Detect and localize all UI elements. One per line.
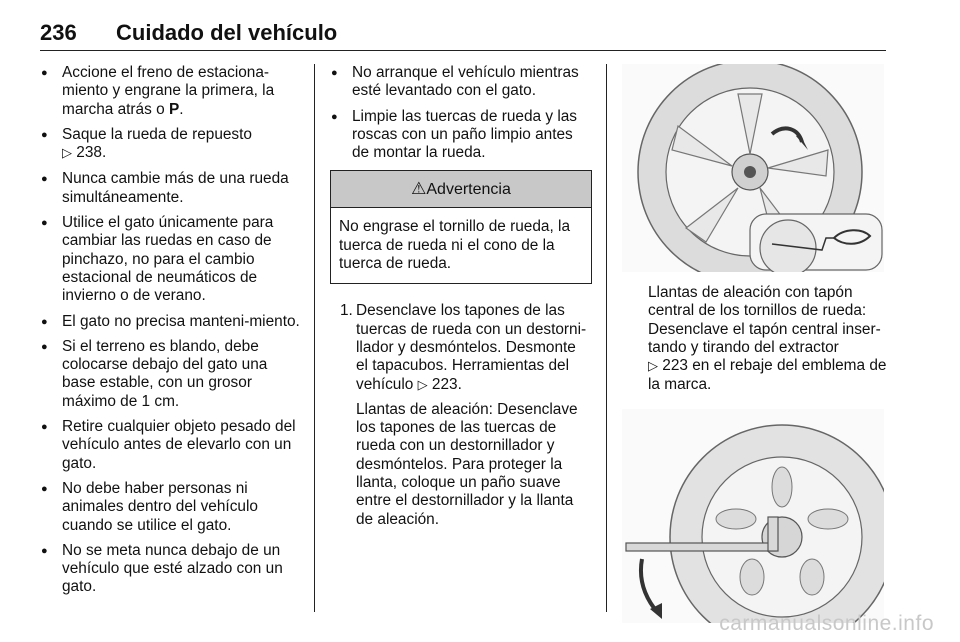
- warning-body: No engrase el tornillo de rueda, la tuerca de rueda ni el cono de la tuerca de rueda.: [339, 218, 571, 273]
- list-item: ● Si el terreno es blando, debe colocarse debajo del gato una base estable, con un grosor máximo de 1 cm.: [40, 338, 302, 411]
- figure-alloy-wheel-cap: [622, 64, 884, 272]
- list-item: ● Limpie las tuercas de rueda y las roscas con un paño limpio antes de montar la rueda.: [330, 108, 592, 163]
- list-item: ● Retire cualquier objeto pesado del vehículo antes de elevarlo con un gato.: [40, 418, 302, 473]
- list-item: ● Accione el freno de estaciona-miento y engrane la primera, la marcha atrás o P.: [40, 64, 302, 119]
- ref-arrow-icon: ▷: [417, 377, 428, 393]
- watermark: carmanualsonline.info: [719, 612, 934, 635]
- hubcap-illustration: [622, 409, 884, 623]
- chapter-title: Cuidado del vehículo: [116, 20, 338, 45]
- page-header: [40, 16, 886, 51]
- list-item: ● Nunca cambie más de una rueda simultáneamente.: [40, 170, 302, 207]
- ref-arrow-icon: ▷: [648, 359, 658, 375]
- step-item: 1. Desenclave los tapones de las tuercas de rueda con un destorni-llador y desmóntelos. Desmonte el tapacubos. Herramientas del vehículo ▷ 223. Llantas de aleación: Desenclave los tapones de las tuercas de rueda con un destornillador y desmóntelos. Para proteger la llanta, coloque un paño suave entre el destornillador y la llanta de aleación.: [340, 302, 587, 528]
- ref-arrow-icon: ▷: [62, 146, 72, 162]
- step-list: [330, 302, 592, 529]
- list-item: ● No arranque el vehículo mientras esté levantado con el gato.: [330, 64, 592, 101]
- column-middle: [330, 64, 592, 535]
- list-item: ● Saque la rueda de repuesto ▷ 238.: [40, 126, 302, 164]
- warning-box: [330, 170, 592, 284]
- page-number: 236: [40, 20, 77, 45]
- column-left: [40, 64, 302, 604]
- step-number: 1.: [340, 302, 353, 320]
- warning-triangle-icon: ⚠: [411, 179, 427, 199]
- figure-caption: Llantas de aleación con tapón central de los tornillos de rueda: Desenclave el tapón central inser-tando y tirando del extractor ▷ 223 en el rebaje del emblema de la marca.: [648, 284, 887, 394]
- column-right: [622, 64, 890, 623]
- figure-hubcap-removal: [622, 409, 884, 623]
- list-item: ● No debe haber personas ni animales dentro del vehículo cuando se utilice el gato.: [40, 480, 302, 535]
- bullet-list: [40, 64, 302, 597]
- warning-title: Advertencia: [426, 181, 511, 199]
- column-divider: [314, 64, 315, 612]
- page-reference[interactable]: 238.: [76, 144, 107, 162]
- list-item: ● El gato no precisa manteni-miento.: [40, 313, 302, 331]
- column-divider: [606, 64, 607, 612]
- list-item: ● No se meta nunca debajo de un vehículo que esté alzado con un gato.: [40, 542, 302, 597]
- list-item: ● Utilice el gato únicamente para cambiar las ruedas en caso de pinchazo, no para el cambio estacional de neumáticos de invierno o de verano.: [40, 214, 302, 305]
- bullet-list: [330, 64, 592, 162]
- wheel-cap-illustration: [622, 64, 884, 272]
- page-reference[interactable]: 223 en el rebaje del emblema de la marca.: [648, 357, 887, 394]
- page-reference[interactable]: 223.: [431, 375, 462, 393]
- warning-header: [331, 171, 591, 208]
